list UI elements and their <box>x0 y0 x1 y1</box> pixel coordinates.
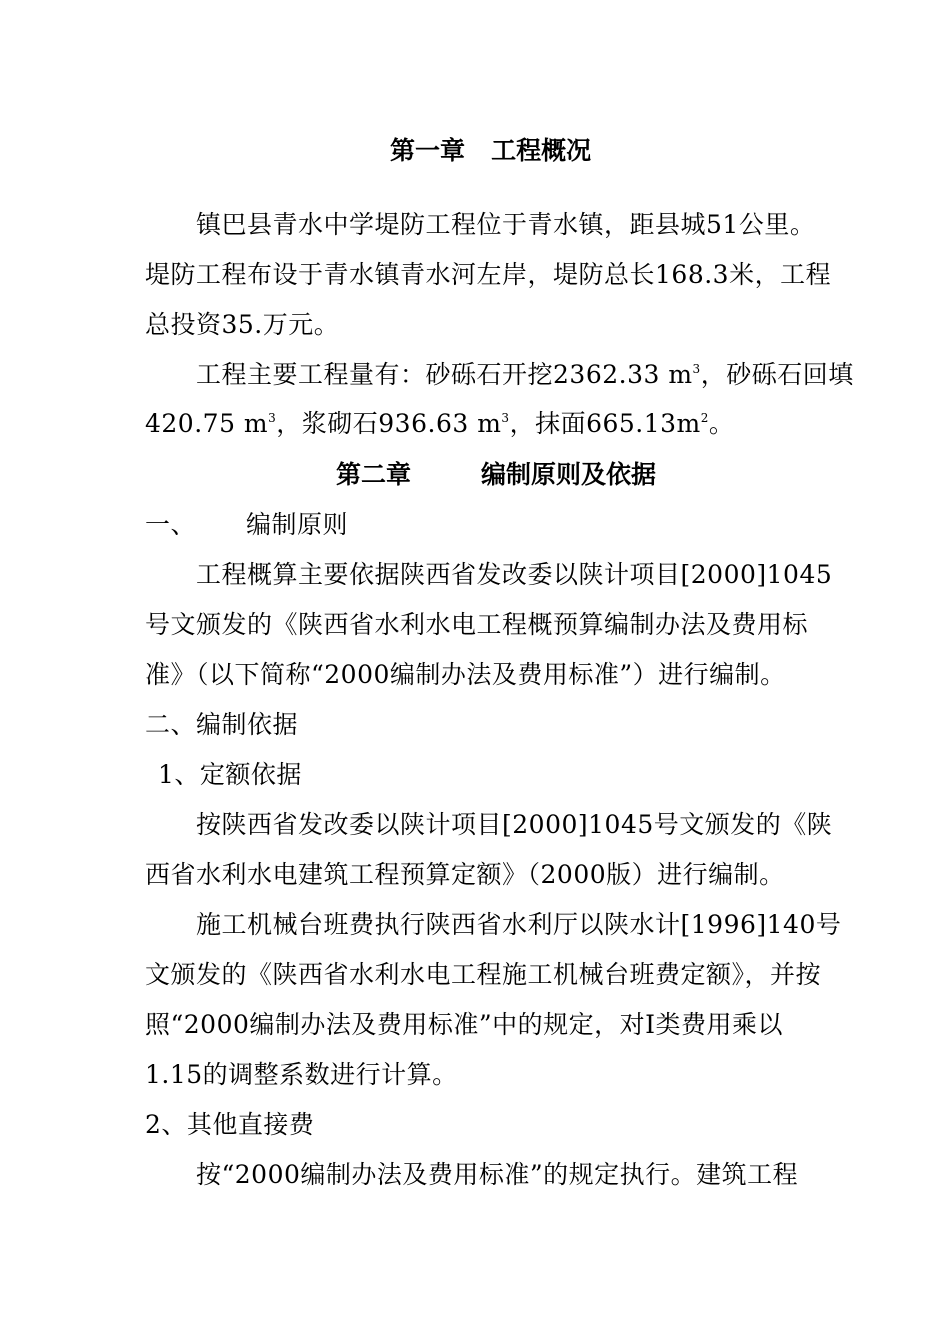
section-1-title: 编制原则 <box>246 510 349 539</box>
chapter-1-number: 第一章 <box>390 136 466 165</box>
chapter-2-number: 第二章 <box>336 460 412 489</box>
quantity-text: ，砂砾石回填 <box>700 360 854 389</box>
section-1-heading <box>145 508 845 542</box>
overview-p1-line1: 镇巴县青水中学堤防工程位于青水镇，距县城51公里。 <box>196 210 816 239</box>
overview-p1-line3: 总投资35.万元。 <box>145 310 340 339</box>
quantity-text: 。 <box>708 409 735 438</box>
subsection-1-p2-line3: 照“2000编制办法及费用标准”中的规定，对Ⅰ类费用乘以 <box>145 1010 784 1039</box>
section-1-p-line3: 准》（以下简称“2000编制办法及费用标准”）进行编制。 <box>145 660 786 689</box>
quantity-text: ，抹面665.13m <box>509 409 701 438</box>
unit-exponent: 2 <box>700 411 709 425</box>
overview-p1-line2: 堤防工程布设于青水镇青水河左岸，堤防总长168.3米，工程 <box>145 260 832 289</box>
subsection-1-p1-line1: 按陕西省发改委以陕计项目[2000]1045号文颁发的《陕 <box>196 810 833 839</box>
unit-exponent: 3 <box>268 411 277 425</box>
chapter-1-title <box>390 134 591 168</box>
quantity-text: ，浆砌石936.63 m <box>276 409 502 438</box>
chapter-2-name: 编制原则及依据 <box>481 460 657 489</box>
quantity-text: 420.75 m <box>145 409 269 438</box>
section-2-heading: 二、编制依据 <box>145 710 299 739</box>
subsection-2-heading: 2、其他直接费 <box>145 1110 315 1139</box>
section-1-number: 一、 <box>145 510 197 539</box>
section-1-p-line2: 号文颁发的《陕西省水利水电工程概预算编制办法及费用标 <box>145 610 809 639</box>
subsection-1-p2-line1: 施工机械台班费执行陕西省水利厅以陕水计[1996]140号 <box>196 910 842 939</box>
subsection-1-p2-line4: 1.15的调整系数进行计算。 <box>145 1060 458 1089</box>
subsection-1-p1-line2: 西省水利水电建筑工程预算定额》（2000版）进行编制。 <box>145 860 785 889</box>
overview-p2-line1 <box>196 358 896 392</box>
chapter-2-title <box>336 458 656 492</box>
unit-exponent: 3 <box>501 411 510 425</box>
subsection-2-p-line1: 按“2000编制办法及费用标准”的规定执行。建筑工程 <box>196 1160 799 1189</box>
unit-exponent: 3 <box>692 362 701 376</box>
quantity-text: 工程主要工程量有：砂砾石开挖2362.33 m <box>196 360 693 389</box>
section-1-p-line1: 工程概算主要依据陕西省发改委以陕计项目[2000]1045 <box>196 560 833 589</box>
subsection-1-heading: 1、定额依据 <box>158 760 302 789</box>
chapter-1-name: 工程概况 <box>491 136 592 165</box>
overview-p2-line2 <box>145 407 845 441</box>
subsection-1-p2-line2: 文颁发的《陕西省水利水电工程施工机械台班费定额》，并按 <box>145 960 822 989</box>
